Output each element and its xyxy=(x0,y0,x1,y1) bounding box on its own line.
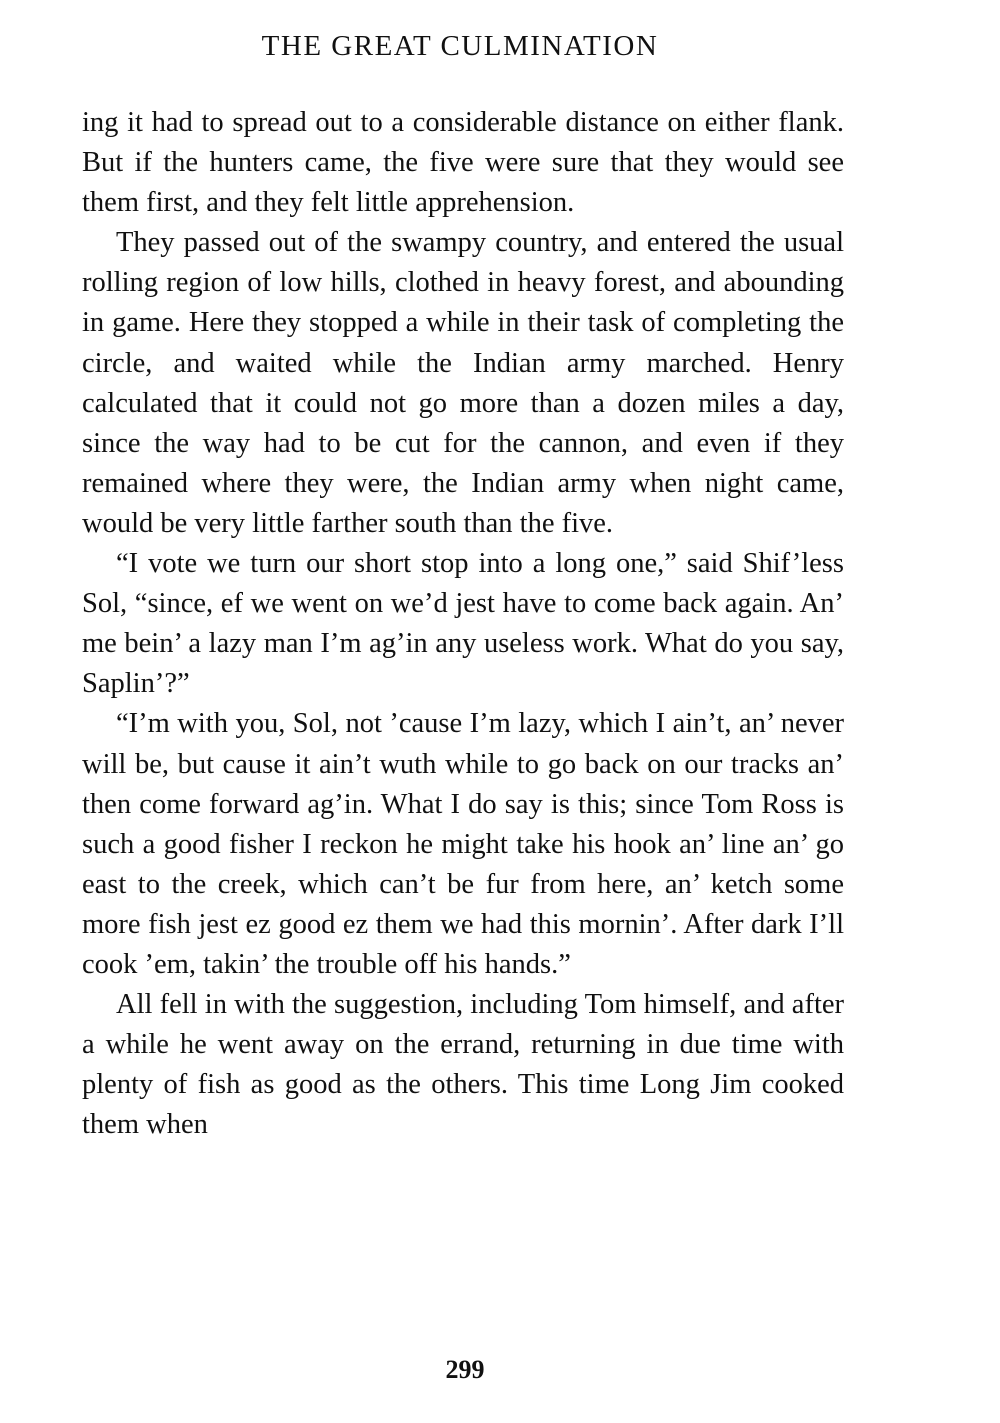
paragraph-continued: ing it had to spread out to a considerable distance on either flank. But if the hunters came, the five were sure that they would see them first, and they felt little apprehension. xyxy=(82,107,844,219)
paragraph: All fell in with the suggestion, including Tom himself, and after a while he went away on the errand, returning in due time with plenty of fish as good as the others. This time Long Jim cooked them when xyxy=(82,989,844,1141)
running-head: THE GREAT CULMINATION xyxy=(261,30,659,62)
body-text xyxy=(82,103,844,1145)
paragraph: “I vote we turn our short stop into a long one,” said Shif’less Sol, “since, ef we went on we’d jest have to come back again. An’ me bein’ a lazy man I’m ag’in any useless work. What do you say, Saplin’?” xyxy=(82,548,844,700)
paragraph: They passed out of the swampy country, and entered the usual rolling region of low hills, clothed in heavy forest, and abounding in game. Here they stopped a while in their task of completing the circle, and waited while the Indian army marched. Henry calculated that it could not go more than a dozen miles a day, since the way had to be cut for the cannon, and even if they remained where they were, the Indian army when night came, would be very little farther south than the five. xyxy=(82,227,844,539)
page-number: 299 xyxy=(445,1355,485,1384)
paragraph: “I’m with you, Sol, not ’cause I’m lazy, which I ain’t, an’ never will be, but cause it ain’t wuth while to go back on our tracks an’ then come forward ag’in. What I do say is this; since Tom Ross is such a good fisher I reckon he might take his hook an’ line an’ go east to the creek, which can’t be fur from here, an’ ketch some more fish jest ez good ez them we had this mornin’. After dark I’ll cook ’em, takin’ the trouble off his hands.” xyxy=(82,708,844,980)
